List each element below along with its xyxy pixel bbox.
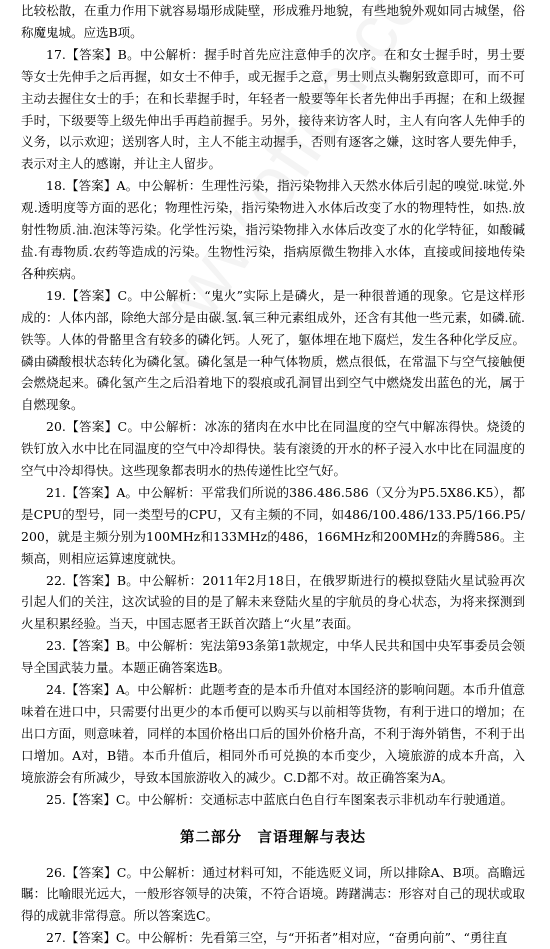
answer-explanations-part-two	[21, 862, 525, 949]
paragraph-answer-19: 19.【答案】C。中公解析：“鬼火”实际上是磷火，是一种很普通的现象。它是这样形成的：人体内部，除绝大部分是由碳.氢.氧三种元素组成外，还含有其他一些元素，如磷.硫.铁等。人体的骨骼里含有较多的磷化钙。人死了，躯体埋在地下腐烂，发生各种化学反应。磷由磷酸根状态转化为磷化氢。磷化氢是一种气体物质，燃点很低，在常温下与空气接触便会燃烧起来。磷化氢产生之后沿着地下的裂痕或孔洞冒出到空气中燃烧发出蓝色的光，属于自燃现象。	[21, 287, 525, 413]
paragraph-intro-continuation: 比较松散，在重力作用下就容易塌形成陡壁，形成雅丹地貌，有些地貌外观如同古城堡，俗称魔鬼城。应选B项。	[21, 3, 525, 40]
paragraph-answer-21: 21.【答案】A。中公解析：平常我们所说的386.486.586（又分为P5.5X86.K5），都是CPU的型号，同一类型号的CPU，又有主频的不同，如486/100.486/133.P5/166.P5/200，就是主频分别为100MHz和133MHz的486，166MHz和200MHz的奔腾586。主频高，则相应运算速度就快。	[21, 484, 525, 566]
paragraph-answer-20: 20.【答案】C。中公解析：冰冻的猪肉在水中比在同温度的空气中解冻得快。烧烫的铁钉放入水中比在同温度的空气中冷却得快。装有滚烫的开水的杯子浸入水中比在同温度的空气中冷却得快。这些现象都表明水的热传递性比空气好。	[21, 419, 525, 479]
paragraph-answer-18: 18.【答案】A。中公解析：生理性污染，指污染物排入天然水体后引起的嗅觉.味觉.外观.透明度等方面的恶化；物理性污染，指污染物进入水体后改变了水的物理特性，如热.放射性物质.油.泡沫等污染。化学性污染，指污染物排入水体后改变了水的化学特征，如酸碱盐.有毒物质.农药等造成的污染。生物性污染，指病原微生物排入水体，直接或间接地传染各种疾病。	[21, 178, 525, 281]
paragraph-answer-27: 27.【答案】C。中公解析：先看第三空，与“开拓者”相对应，“奋勇向前”、“勇往直	[46, 930, 508, 946]
paragraph-answer-25: 25.【答案】C。中公解析：交通标志中蓝底白色自行车图案表示非机动车行驶通道。	[46, 791, 513, 807]
section-heading: 第二部分 言语理解与表达	[180, 829, 366, 846]
paragraph-answer-17: 17.【答案】B。中公解析：握手时首先应注意伸手的次序。在和女士握手时，男士要等女士先伸手之后再握，如女士不伸手，或无握手之意，男士则点头鞠躬致意即可，而不可主动去握住女士的手；在和长辈握手时，年轻者一般要等年长者先伸出手再握；在和上级握手时，下级要等上级先伸出手再趋前握手。另外，接待来访客人时，主人有向客人先伸手的义务，以示欢迎；送别客人时，主人不能主动握手，否则有逐客之嫌，这时客人要先伸手，表示对主人的感谢，并让主人留步。	[21, 46, 525, 172]
paragraph-answer-22: 22.【答案】B。中公解析：2011年2月18日，在俄罗斯进行的模拟登陆火星试验再次引起人们的关注，这次试验的目的是了解未来登陆火星的宇航员的身心状态，为将来探测到火星积累经验。当天，中国志愿者王跃首次踏上“火星”表面。	[21, 572, 525, 632]
paragraph-answer-26: 26.【答案】C。中公解析：通过材料可知，不能选贬义词，所以排除A、B项。高瞻远瞩：比喻眼光远大，一般形容领导的决策，不符合语境。踌躇满志：形容对自己的现状或取得的成就非常得意。所以答案选C。	[21, 864, 525, 924]
answer-explanations-part-one	[21, 0, 525, 811]
paragraph-answer-23: 23.【答案】B。中公解析：宪法第93条第1款规定，中华人民共和国中央军事委员会领导全国武装力量。本题正确答案选B。	[21, 638, 525, 676]
paragraph-answer-24: 24.【答案】A。中公解析：此题考查的是本币升值对本国经济的影响问题。本币升值意味着在进口中，只需要付出更少的本币便可以购买与以前相等货物，有利于进口的增加；在出口方面，则意味着，同样的本国价格出口后的国外价格升高，不利于海外销售，不利于出口增加。A对，B错。本币升值后，相同外币可兑换的本币变少，入境旅游的成本升高，入境旅游会有所减少，导致本国旅游收入的减少。C.D都不对。故正确答案为A。	[21, 682, 525, 785]
